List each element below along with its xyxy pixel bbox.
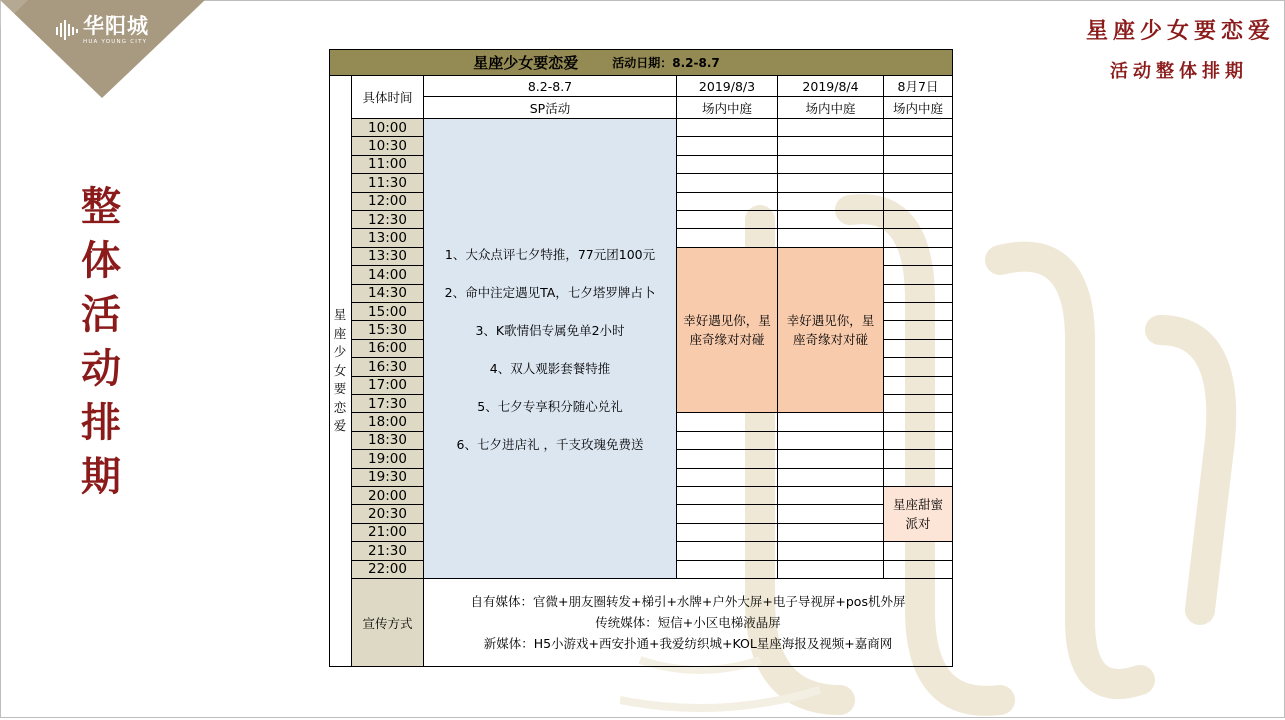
promo-line: 传统媒体：短信+小区电梯液晶屏 — [595, 615, 781, 630]
column-date-sp: 8.2-8.7 — [424, 76, 677, 97]
page-title: 星座少女要恋爱 — [1085, 19, 1275, 44]
time-slot: 12:00 — [352, 193, 424, 211]
event-char: 要 — [333, 381, 347, 397]
schedule-cell — [778, 505, 884, 523]
time-slot: 14:30 — [352, 285, 424, 303]
table-date-range: 活动日期：8.2-8.7 — [612, 55, 720, 70]
schedule-cell — [884, 469, 953, 487]
promo-content — [424, 579, 953, 667]
event-char: 座 — [333, 325, 347, 341]
event-char: 爱 — [333, 418, 347, 434]
column-date-aug3: 2019/8/3 — [677, 76, 778, 97]
time-slot: 15:00 — [352, 303, 424, 321]
schedule-cell — [677, 137, 778, 155]
event-name-vertical — [329, 76, 352, 667]
schedule-cell — [884, 211, 953, 229]
schedule-cell — [677, 174, 778, 192]
schedule-cell — [884, 542, 953, 560]
sp-activity-list — [424, 119, 677, 579]
column-place-aug4: 场内中庭 — [778, 97, 884, 119]
schedule-cell — [677, 119, 778, 137]
sp-item: 2、命中注定遇见TA，七夕塔罗牌占卜 — [444, 284, 656, 300]
table-title: 星座少女要恋爱 — [473, 53, 579, 72]
schedule-cell — [778, 211, 884, 229]
promo-line: 新媒体：H5小游戏+西安扑通+我爱纺织城+KOL星座海报及视频+嘉商网 — [483, 636, 893, 651]
event-char: 恋 — [333, 399, 347, 415]
logo-name-en: HUA YOUNG CITY — [83, 39, 148, 45]
schedule-cell — [884, 413, 953, 431]
schedule-cell — [677, 505, 778, 523]
time-slot: 11:30 — [352, 174, 424, 192]
schedule-cell — [677, 524, 778, 542]
schedule-cell — [884, 432, 953, 450]
logo-bars-icon — [55, 18, 81, 42]
schedule-cell — [884, 377, 953, 395]
schedule-cell — [884, 174, 953, 192]
time-slot: 17:30 — [352, 395, 424, 413]
schedule-cell — [778, 193, 884, 211]
time-slot: 18:30 — [352, 432, 424, 450]
schedule-cell — [778, 469, 884, 487]
time-column-header: 具体时间 — [352, 76, 424, 119]
schedule-cell — [778, 174, 884, 192]
event-char: 星 — [333, 307, 347, 323]
time-slot: 20:00 — [352, 487, 424, 505]
schedule-cell — [884, 119, 953, 137]
schedule-cell — [884, 450, 953, 468]
schedule-cell — [778, 137, 884, 155]
schedule-cell — [778, 156, 884, 174]
column-date-aug4: 2019/8/4 — [778, 76, 884, 97]
promo-line: 自有媒体：官微+朋友圈转发+梯引+水牌+户外大屏+电子导视屏+pos机外屏 — [470, 594, 906, 609]
schedule-cell — [884, 137, 953, 155]
time-slot: 12:30 — [352, 211, 424, 229]
sp-item: 3、K歌情侣专属免单2小时 — [475, 322, 625, 338]
schedule-cell — [778, 561, 884, 579]
time-slot: 21:00 — [352, 524, 424, 542]
schedule-cell — [884, 340, 953, 358]
side-title-char: 动 — [81, 346, 121, 392]
schedule-cell — [778, 524, 884, 542]
table-title-row — [329, 49, 953, 76]
column-place-aug3: 场内中庭 — [677, 97, 778, 119]
schedule-cell — [778, 229, 884, 247]
page-subtitle: 活动整体排期 — [1110, 61, 1248, 82]
time-slot: 11:00 — [352, 156, 424, 174]
schedule-cell — [778, 432, 884, 450]
time-slot: 20:30 — [352, 505, 424, 523]
schedule-cell — [884, 321, 953, 339]
schedule-cell — [884, 193, 953, 211]
schedule-cell — [677, 469, 778, 487]
schedule-cell — [884, 561, 953, 579]
logo[interactable] — [55, 14, 149, 46]
schedule-cell — [884, 303, 953, 321]
schedule-cell — [884, 285, 953, 303]
schedule-cell — [677, 211, 778, 229]
time-slot: 16:30 — [352, 358, 424, 376]
schedule-cell — [677, 229, 778, 247]
schedule-cell — [884, 248, 953, 266]
event-aug3: 幸好遇见你，星座奇缘对对碰 — [677, 248, 778, 414]
schedule-cell — [677, 487, 778, 505]
schedule-cell — [677, 542, 778, 560]
time-slot: 10:30 — [352, 137, 424, 155]
schedule-cell — [884, 266, 953, 284]
event-char: 少 — [333, 344, 347, 360]
schedule-cell — [677, 193, 778, 211]
event-char: 女 — [333, 362, 347, 378]
side-title-char: 期 — [81, 454, 121, 500]
time-slot: 13:30 — [352, 248, 424, 266]
schedule-table — [329, 49, 953, 667]
column-date-aug7: 8月7日 — [884, 76, 953, 97]
sp-item: 1、大众点评七夕特推，77元团100元 — [444, 246, 656, 262]
column-place-sp: SP活动 — [424, 97, 677, 119]
event-aug4: 幸好遇见你，星座奇缘对对碰 — [778, 248, 884, 414]
column-place-aug7: 场内中庭 — [884, 97, 953, 119]
schedule-cell — [884, 358, 953, 376]
sp-item: 6、七夕进店礼 ，千支玫瑰免费送 — [456, 436, 644, 452]
time-slot: 13:00 — [352, 229, 424, 247]
promo-label: 宣传方式 — [352, 579, 424, 667]
schedule-cell — [677, 156, 778, 174]
schedule-cell — [884, 395, 953, 413]
schedule-cell — [778, 450, 884, 468]
schedule-cell — [677, 450, 778, 468]
side-title-char: 体 — [81, 238, 121, 284]
event-aug7: 星座甜蜜派对 — [884, 487, 953, 542]
time-slot: 17:00 — [352, 377, 424, 395]
side-title-char: 排 — [81, 400, 121, 446]
schedule-cell — [677, 432, 778, 450]
time-slot: 18:00 — [352, 413, 424, 431]
sp-item: 5、七夕专享积分随心兑礼 — [477, 398, 623, 414]
schedule-cell — [778, 119, 884, 137]
time-slot: 19:30 — [352, 469, 424, 487]
schedule-cell — [778, 413, 884, 431]
time-slot: 22:00 — [352, 561, 424, 579]
time-slot: 15:30 — [352, 321, 424, 339]
schedule-cell — [677, 561, 778, 579]
side-title — [78, 180, 124, 504]
schedule-cell — [677, 413, 778, 431]
logo-name-cn: 华阳城 — [83, 14, 149, 38]
schedule-cell — [778, 542, 884, 560]
schedule-cell — [884, 156, 953, 174]
schedule-cell — [778, 487, 884, 505]
sp-item: 4、双人观影套餐特推 — [489, 360, 611, 376]
time-slot: 16:00 — [352, 340, 424, 358]
time-slot: 19:00 — [352, 450, 424, 468]
side-title-char: 整 — [81, 184, 121, 230]
time-slot: 14:00 — [352, 266, 424, 284]
schedule-cell — [884, 229, 953, 247]
time-slot: 21:30 — [352, 542, 424, 560]
side-title-char: 活 — [81, 292, 121, 338]
time-slot: 10:00 — [352, 119, 424, 137]
